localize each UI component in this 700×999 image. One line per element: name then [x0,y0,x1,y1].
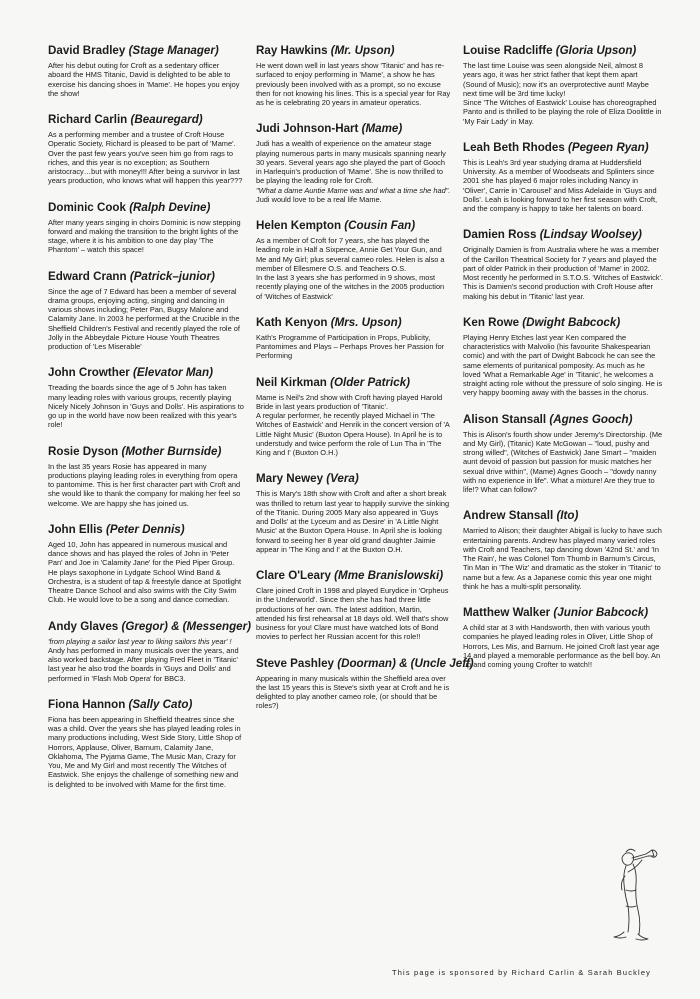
cast-member-role: (Beauregard) [130,113,203,126]
cast-member-heading [256,472,452,486]
cast-member-heading [463,44,663,58]
cast-member-bio [48,130,244,186]
cast-member-name: Leah Beth Rhodes [463,140,565,154]
cast-member-heading [48,201,244,215]
cast-member-entry [256,656,474,711]
cast-member-heading [463,606,663,620]
cast-member-name: Steve Pashley [256,656,334,670]
cast-member-entry [256,316,452,361]
bio-paragraph: Treading the boards since the age of 5 John has taken many leading roles with various groups, recently playing Nicely Nicely Johnson in 'Guys and Dolls'. His aspirations to go up in the world have now been realized with this year's role! [48,383,244,430]
bio-paragraph: Clare joined Croft in 1998 and played Eurydice in 'Orpheus in the Underworld'. Since then she has had three little productions of her own. The latest addition, Martin, attended his first rehearsal at 18 days old. Well that's show business for you! Clare must have watched lots of Bond movies to perfect her Russian accent for this role!! [256,586,449,642]
cast-member-bio [463,430,663,495]
bio-paragraph: Kath's Programme of Participation in Props, Publicity, Pantomimes and Plays – Perhaps Proves her Passion for Performing [256,332,445,361]
cast-member-entry [48,366,244,429]
cast-member-entry [256,219,452,301]
cast-member-name: Clare O'Leary [256,569,331,582]
cast-member-role: (Mme Branislowski) [334,569,444,582]
cast-member-heading [256,44,452,58]
bio-paragraph: Playing Henry Etches last year Ken compared the characteristics with Malvolio (his favourite Shakespearian comic) and with the part of Dwight Babcock he can see the same elements of puritanical pomposity. As much as he loved 'What a Remarkable Age' in 'Titanic', he welcomes a straight acting role without the pressure of solo singing. He is very happy booming away with the basses in the chorus. [463,332,663,398]
cast-member-bio [256,393,452,458]
cast-member-name: Mary Newey [256,472,324,486]
bio-paragraph: After many years singing in choirs Dominic is now stepping forward and making the transition to the bright lights of the stage, where it is his ambition to one day play 'The Phantom' – watch this space! [48,217,241,255]
cast-member-entry [463,413,663,495]
cast-member-heading [256,316,452,330]
cast-member-name: Matthew Walker [463,606,551,619]
cast-member-role: (Doorman) & (Uncle Jeff) [337,656,474,670]
cast-member-entry [463,228,663,301]
cast-member-role: (Ito) [556,509,579,523]
cast-member-bio [463,623,663,669]
cast-member-role: (Elevator Man) [133,366,213,380]
cast-member-bio [256,674,452,711]
cast-member-bio [48,715,244,789]
column-2 [256,44,474,726]
cast-member-role: (Sally Cato) [128,697,193,711]
cast-member-role: (Patrick–junior) [129,269,215,283]
bio-paragraph: Since 'The Witches of Eastwick' Louise has choreographed Panto and is thrilled to be playing the role of Eliza Doolittle in 'My Fair Lady' in May. [463,98,662,126]
cast-member-bio [256,61,452,107]
bio-paragraph: Married to Alison; their daughter Abigail is lucky to have such entertaining parents. Andrew has played many varied roles with Croft and Teachers, tap dancing down '42nd St.' and 'In The Rain', he was Colonel Tom Thumb in Barnum's Circus, Tin Man in 'The Wiz' and dramatic as the stoker in 'Titanic' to name but a few. As a Japanese comic this year one might think he has a multi-split personality. [463,526,662,591]
bio-quote: 'from playing a sailor last year to liking sailors this year' ! [48,636,232,646]
cast-member-name: Ray Hawkins [256,44,328,57]
cast-member-name: Damien Ross [463,228,537,242]
cast-member-heading [48,270,244,284]
bio-paragraph: Judi has a wealth of experience on the amateur stage playing numerous parts in many musicals spanning nearly 30 years. Several years ago she played the part of Gooch in Harlequin's production of 'Mame'. She is now thrilled to be playing the leading role for Croft. [256,139,446,186]
cast-member-heading [256,219,452,233]
bio-paragraph: Fiona has been appearing in Sheffield theatres since she was a child. Over the years she has played leading roles in many productions including, West Side Story, Little Shop of Horrors, Applause, Oliver, Barnum, Calamity Jane, Oklahoma, The Pyjama Game, The Music Man, Crazy for You, Me and My Girl and most recently The Witches of Eastwick. She enjoys the challenge of something new and is delighted to be involved with Mame for the first time. [48,714,242,789]
cast-member-bio [256,139,452,204]
cast-member-name: John Ellis [48,522,103,536]
cast-member-entry [48,113,244,186]
cast-member-heading [48,445,244,459]
cast-member-entry [463,141,663,214]
bio-paragraph: As a performing member and a trustee of Croft House Operatic Society, Richard is pleased to be part of 'Mame'. Over the past few years you've seen him go from rags to riches, and this year is no exception; as Southern aristocracy…but with money!!! After being a survivor in last years production, who knows what will happen this year??? [48,130,243,186]
cast-member-name: Andrew Stansall [463,509,554,523]
cast-member-heading [463,413,663,427]
cast-member-bio [256,333,452,361]
bio-paragraph: After his debut outing for Croft as a sedentary officer aboard the HMS Titanic, David is delighted to be able to exercise his dancing shoes in 'Mame'. He hopes you enjoy the show! [48,61,240,98]
cast-member-role: (Mame) [361,122,403,136]
cast-member-role: (Stage Manager) [128,44,219,57]
cast-member-heading [463,509,663,523]
cast-member-role: (Cousin Fan) [344,219,416,232]
cast-member-heading [48,44,244,58]
cast-member-entry [463,44,663,126]
bio-paragraph: This is Alison's fourth show under Jeremy's Directorship. (Me and My Girl), (Titanic) Kate McGowan – "loud, pushy and strong willed", (Witches of Eastwick) Jane Smart – "maiden aunt devoid of passion but passion for music matches her sexual drive within", (Mame) Agnes Gooch – "dowdy nanny with no experience in life". What a mixture! Are they true to life!? What can follow? [463,429,663,494]
cast-member-heading [48,698,244,712]
bio-paragraph: Mame is Neil's 2nd show with Croft having played Harold Bride in last years production of 'Titanic'. [256,392,443,411]
cast-member-heading [48,619,251,634]
cast-member-name: Helen Kempton [256,219,342,232]
cast-member-role: (Mrs. Upson) [330,315,402,329]
cast-member-role: (Mother Burnside) [121,444,222,458]
cast-member-entry [48,619,251,683]
bio-paragraph: A child star at 3 with Handsworth, then with various youth companies he played leading roles in Oliver, Little Shop of Horrors, Les Mis, and Barnum. He joined Croft last year age 14 and played a memorable performance as the bell boy. An up and coming young Crofter to watch!! [463,623,661,669]
cast-member-bio [463,333,663,398]
cast-member-name: Neil Kirkman [256,375,327,389]
cast-member-role: (Junior Babcock) [553,606,649,619]
cast-member-name: Alison Stansall [463,412,547,426]
cast-member-role: (Lindsay Woolsey) [539,228,642,242]
cast-member-name: Dominic Cook [48,200,126,214]
trumpeter-illustration [604,846,668,950]
cast-member-name: Rosie Dyson [48,444,119,458]
cast-member-heading [48,523,244,537]
cast-member-role: (Gloria Upson) [555,44,637,57]
cast-member-bio [256,489,452,554]
cast-member-entry [463,316,663,398]
cast-member-bio [48,61,244,98]
cast-member-entry [463,606,663,669]
cast-member-name: Edward Crann [48,269,127,283]
cast-member-bio [463,61,663,126]
bio-paragraph: A regular performer, he recently played Michael in 'The Witches of Eastwick' and Henrik in the concert version of 'A Little Night Music' (Buxton Opera House). In April he is to understudy and twice perform the role of Lun Tha in 'The King and I' (Buxton O.H.) [256,411,450,457]
cast-member-name: Fiona Hannon [48,697,126,711]
cast-member-role: (Peter Dennis) [106,522,185,536]
cast-member-role: (Agnes Gooch) [549,412,633,426]
cast-member-name: Richard Carlin [48,113,128,126]
cast-member-name: Judi Johnson-Hart [256,122,359,136]
cast-member-entry [256,569,452,642]
column-1 [48,44,251,804]
cast-member-entry [48,270,244,352]
cast-member-name: Kath Kenyon [256,315,328,329]
cast-member-bio [48,462,244,508]
cast-member-bio [48,383,244,429]
cast-member-role: (Pegeen Ryan) [568,140,649,154]
bio-paragraph: This is Mary's 18th show with Croft and after a short break was thrilled to return last year to happily survive the sinking of the Titanic. During 2005 Mary also appeared in 'Guys and Dolls' at the Lyceum and as Desire' in 'A Little Night Music' at the Buxton Opera House. In April she is looking forward to seeing her 8 year old grand daughter Jaimie appear in 'The King and I' at the Buxton O.H. [256,489,450,554]
bio-paragraph: Andy has performed in many musicals over the years, and also worked backstage. After playing Fred Fleet in 'Titanic' last year he also trod the boards in 'Guys and Dolls' and performed in 'Flash Mob Opera' for BBC3. [48,645,239,683]
bio-paragraph: He went down well in last years show 'Titanic' and has re-surfaced to enjoy performing in 'Mame', a show he has previously been involved with as a prompt, so no excuse then for not knowing his lines. This is a special year for Ray as he is celebrating 20 years in amateur operatics. [256,61,451,107]
cast-member-entry [48,201,244,255]
bio-paragraph: This is Leah's 3rd year studying drama at Huddersfield University. As a member of Woodseats and Splinters since 2001 she has played 6 major roles including Nancy in 'Oliver', Carrie in 'Carousel' and Miss Adelaide in 'Guys and Dolls'. Leah is looking forward to her first season with Croft, and the company is happy to take her talents on board. [463,157,658,213]
cast-member-name: Andy Glaves [48,619,119,633]
cast-member-bio [463,526,663,591]
cast-member-entry [48,698,244,789]
cast-member-entry [463,509,663,591]
cast-member-heading [256,122,452,136]
bio-paragraph: In the last 3 years she has performed in 9 shows, most recently playing one of the witches in the 2005 production of 'Witches of Eastwick' [256,273,445,301]
cast-member-role: (Older Patrick) [330,375,411,389]
bio-paragraph: As a member of Croft for 7 years, she has played the leading role in Half a Sixpence, Annie Get Your Gun, and Me and My Girl; plus several cameo roles. Helen is also a member of Ellesmere O.S. and Teachers O.S. [256,236,445,273]
cast-member-entry [256,472,452,554]
cast-member-entry [256,376,452,458]
cast-member-bio [463,245,663,301]
cast-member-entry [48,445,244,508]
cast-member-role: (Gregor) & (Messenger) [121,619,251,633]
cast-member-name: Louise Radcliffe [463,44,553,57]
cast-member-bio [256,236,452,301]
cast-member-heading [256,569,452,583]
bio-paragraph: Since the age of 7 Edward has been a member of several drama groups, enjoying acting, singing and dancing in various shows including; Peter Pan, Bugsy Malone and Calamity Jane. In 2003 he performed at the Crucible in the Sheffield Children's Festival and recently played the role of Jolly in the Abbeydale Picture House Youth Theatres production of 'Les Miserable' [48,286,240,351]
cast-member-bio [256,586,452,642]
cast-member-heading [463,228,663,242]
cast-member-entry [256,44,452,107]
cast-member-bio [463,158,663,214]
cast-member-heading [463,316,663,330]
cast-member-bio [48,637,244,683]
cast-member-name: Ken Rowe [463,315,520,329]
cast-member-heading [256,656,474,671]
cast-member-entry [256,122,452,204]
bio-quote: "What a dame Auntie Mame was and what a time she had". [256,185,451,195]
cast-member-name: John Crowther [48,366,130,380]
cast-member-role: (Ralph Devine) [129,200,211,214]
cast-member-heading [256,376,452,390]
bio-paragraph: In the last 35 years Rosie has appeared in many productions playing leading roles in everything from opera to pantomime. This is her first character part with Croft and she would like to thank the company for making her feel so welcome. We are happy she has joined us. [48,461,241,508]
bio-paragraph: Aged 10, John has appeared in numerous musical and dance shows and has played the roles of John in 'Peter Pan' and Joe in 'Calamity Jane' for the Pied Piper Group. He plays saxophone in Lydgate School Wind Band & Orchestra, is a student of tap & freestyle dance at Spotlight Theatre Dance School and also swims with the City Swim Club. He would love to be a song and dance comedian. [48,539,242,605]
bio-paragraph: Judi would love to be a real life Mame. [256,194,382,204]
sponsor-footer: This page is sponsored by Richard Carlin & Sarah Buckley [392,968,652,977]
cast-member-entry [48,44,244,98]
cast-member-heading [48,366,244,380]
cast-member-entry [48,523,244,605]
cast-member-bio [48,540,244,605]
column-3 [463,44,663,684]
cast-member-heading [463,141,663,155]
cast-member-bio [48,287,244,352]
bio-paragraph: The last time Louise was seen alongside Neil, almost 8 years ago, it was her strict father that kept them apart (Sound of Music); now it's an overprotective aunt! Maybe next time will be 3rd time lucky! [463,61,649,98]
bio-paragraph: Appearing in many musicals within the Sheffield area over the last 15 years this is Steve's sixth year at Croft and he is delighted to play another cameo role, (or should that be roles?) [256,673,450,711]
cast-member-bio [48,218,244,255]
bio-paragraph: Originally Damien is from Australia where he was a member of the Carillon Theatrical Society for 7 years and played the part of older Patrick in their production of 'Mame' in 2002. Most recently he performed in S.T.O.S. 'Witches of Eastwick'. This is Damien's second production with Croft House after making his debut in 'Titanic' last year. [463,245,663,301]
cast-member-heading [48,113,244,127]
cast-member-name: David Bradley [48,44,126,57]
cast-member-role: (Vera) [326,472,359,486]
cast-member-role: (Dwight Babcock) [522,315,621,329]
cast-member-role: (Mr. Upson) [330,44,395,57]
